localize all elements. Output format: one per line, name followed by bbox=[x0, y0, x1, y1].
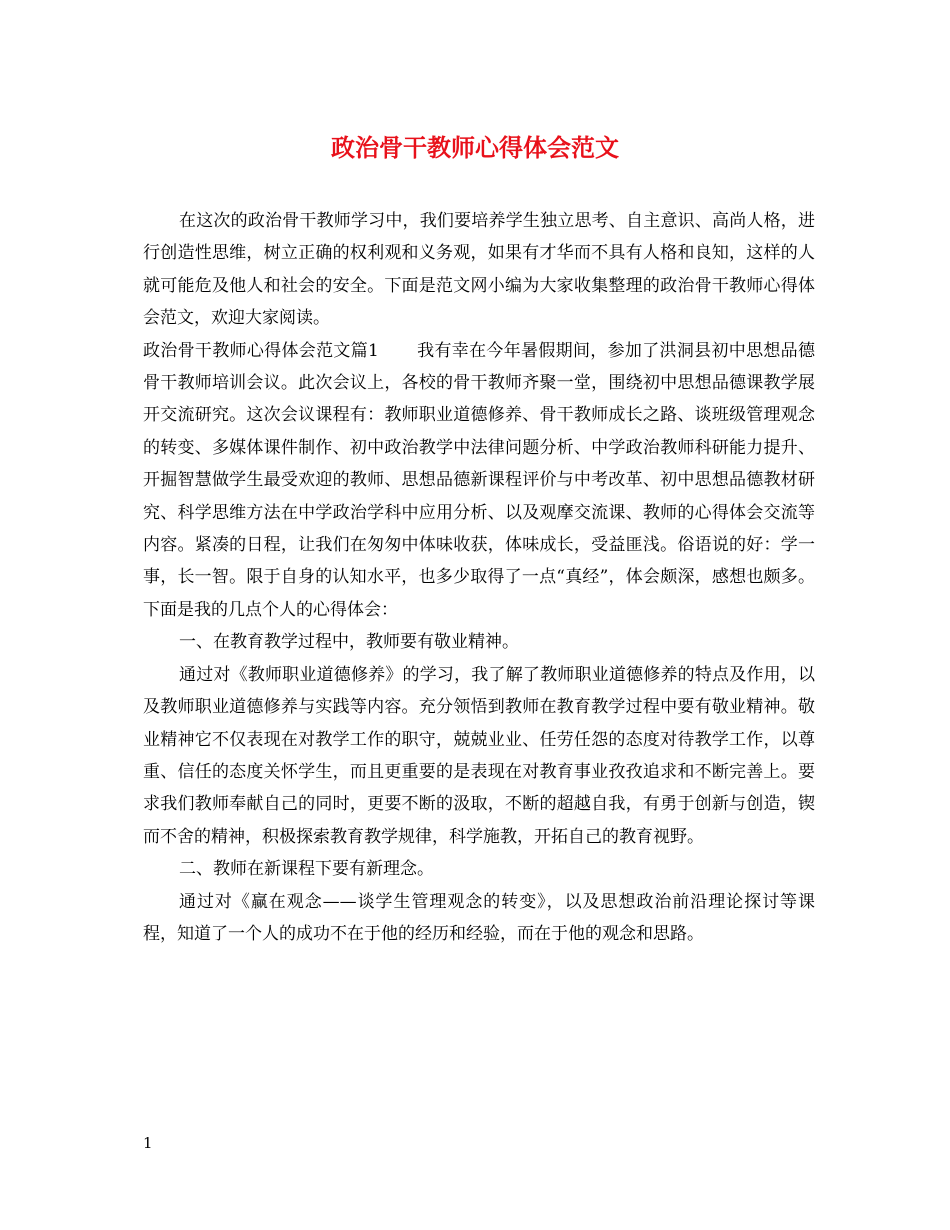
intro-paragraph: 在这次的政治骨干教师学习中，我们要培养学生独立思考、自主意识、高尚人格，进行创造性思维，树立正确的权利观和义务观，如果有才华而不具有人格和良知，这样的人就可能危及他人和社会的安全。下面是范文网小编为大家收集整理的政治骨干教师心得体会范文，欢迎大家阅读。 bbox=[143, 211, 815, 329]
document-body bbox=[143, 205, 815, 950]
page-number: 1 bbox=[143, 1134, 153, 1152]
section-text: 我有幸在今年暑假期间，参加了洪洞县初中思想品德骨干教师培训会议。此次会议上，各校的骨干教师齐聚一堂，围绕初中思想品德课教学展开交流研究。这次会议课程有：教师职业道德修养、骨干教师成长之路、谈班级管理观念的转变、多媒体课件制作、初中政治教学中法律问题分析、中学政治教师科研能力提升、开掘智慧做学生最受欢迎的教师、思想品德新课程评价与中考改革、初中思想品德教材研究、科学思维方法在中学政治学科中应用分析、以及观摩交流课、教师的心得体会交流等内容。紧凑的日程，让我们在匆匆中体味收获，体味成长，受益匪浅。俗语说的好：学一事，长一智。限于自身的认知水平，也多少取得了一点“真经”，体会颇深，感想也颇多。下面是我的几点个人的心得体会： bbox=[143, 340, 815, 620]
point1-heading: 一、在教育教学过程中，教师要有敬业精神。 bbox=[179, 632, 519, 653]
point2-paragraph: 通过对《赢在观念——谈学生管理观念的转变》，以及思想政治前沿理论探讨等课程，知道了一个人的成功不在于他的经历和经验，而在于他的观念和思路。 bbox=[143, 891, 815, 944]
section-paragraph bbox=[143, 335, 815, 627]
document-title: 政治骨干教师心得体会范文 bbox=[331, 133, 619, 162]
point1-paragraph: 通过对《教师职业道德修养》的学习，我了解了教师职业道德修养的特点及作用，以及教师职业道德修养与实践等内容。充分领悟到教师在教育教学过程中要有敬业精神。敬业精神它不仅表现在对教学工作的职守，兢兢业业、任劳任怨的态度对待教学工作，以尊重、信任的态度关怀学生，而且更重要的是表现在对教育事业孜孜追求和不断完善上。要求我们教师奉献自己的同时，更要不断的汲取，不断的超越自我，有勇于创新与创造，锲而不舍的精神，积极探索教育教学规律，科学施教，开拓自己的教育视野。 bbox=[143, 664, 815, 847]
section-label: 政治骨干教师心得体会范文篇1 bbox=[143, 340, 379, 361]
point2-heading: 二、教师在新课程下要有新理念。 bbox=[179, 859, 434, 880]
